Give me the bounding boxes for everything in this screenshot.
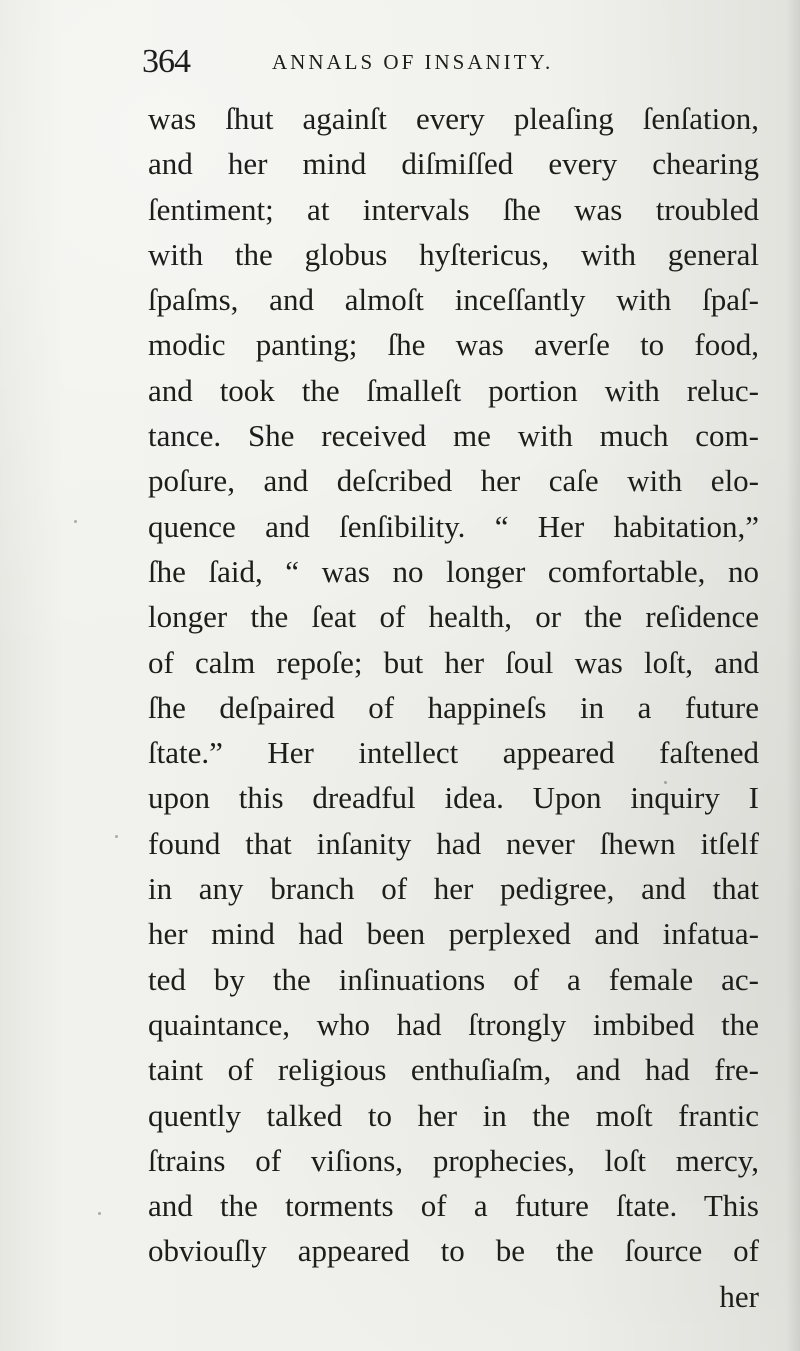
text-line: upon this dreadful idea. Upon inquiry I (148, 780, 759, 816)
text-line: was ſhut againſt every pleaſing ſenſation, (148, 101, 759, 136)
page-edge-shadow (786, 0, 800, 1351)
text-line: ſhe ſaid, “ was no longer comfortable, no (148, 553, 759, 589)
text-line: longer the ſeat of health, or the reſidence (148, 599, 759, 635)
paper-speck (98, 1212, 101, 1215)
catchword: her (719, 1278, 759, 1314)
text-line: ſentiment; at intervals ſhe was troubled (148, 191, 759, 227)
text-line: ſpaſms, and almoſt inceſſantly with ſpaſ- (148, 282, 759, 318)
running-head: ANNALS OF INSANITY. (272, 50, 554, 74)
text-line: modic panting; ſhe was averſe to food, (148, 327, 759, 363)
paper-speck (74, 520, 77, 523)
text-line: taint of religious enthuſiaſm, and had fre- (148, 1052, 759, 1088)
body-text (148, 96, 759, 1319)
text-line: in any branch of her pedigree, and that (148, 871, 759, 907)
text-line: ſhe deſpaired of happineſs in a future (148, 689, 759, 725)
text-line: obviouſly appeared to be the ſource of (148, 1233, 759, 1269)
paper-speck (115, 835, 118, 838)
text-line: ted by the inſinuations of a female ac- (148, 961, 759, 997)
text-line: ſtrains of viſions, prophecies, loſt mercy, (148, 1142, 759, 1178)
text-line: found that inſanity had never ſhewn itſelf (148, 825, 759, 861)
text-line: ſtate.” Her intellect appeared faſtened (148, 735, 759, 771)
text-line: poſure, and deſcribed her caſe with elo- (148, 463, 759, 499)
text-line: and her mind diſmiſſed every chearing (148, 146, 759, 182)
page-number: 364 (142, 43, 190, 80)
text-line: of calm repoſe; but her ſoul was loſt, and (148, 644, 759, 680)
text-line: quently talked to her in the moſt frantic (148, 1097, 759, 1133)
text-line: quaintance, who had ſtrongly imbibed the (148, 1006, 759, 1042)
text-line: tance. She received me with much com- (148, 418, 759, 454)
text-line: and the torments of a future ſtate. This (148, 1188, 759, 1224)
text-line: and took the ſmalleſt portion with reluc- (148, 372, 759, 408)
paper-speck (664, 781, 667, 784)
text-line: her mind had been perplexed and infatua- (148, 916, 759, 952)
page-header (142, 38, 762, 86)
text-line: with the globus hyſtericus, with general (148, 236, 759, 272)
text-line: quence and ſenſibility. “ Her habitation,” (148, 508, 759, 544)
